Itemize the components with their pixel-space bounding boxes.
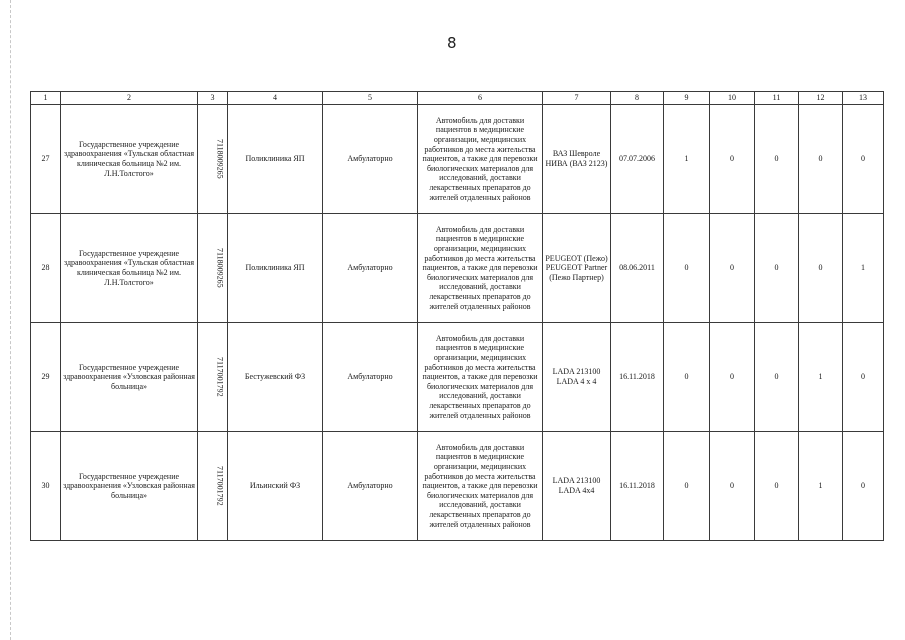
scan-margin-line (10, 0, 11, 640)
count-cell: 0 (755, 214, 799, 323)
registration-date: 08.06.2011 (611, 214, 664, 323)
inn-cell (198, 105, 228, 214)
registration-date: 07.07.2006 (611, 105, 664, 214)
column-header: 6 (418, 92, 543, 105)
column-header: 12 (799, 92, 843, 105)
inn-value: 7118009265 (215, 248, 225, 288)
column-header: 8 (611, 92, 664, 105)
inn-value: 7117001792 (215, 466, 225, 506)
count-cell: 0 (710, 432, 755, 541)
organization-name: Государственное учреждение здравоохранения «Узловская районная больница» (61, 432, 198, 541)
care-condition: Амбулаторно (323, 105, 418, 214)
care-condition: Амбулаторно (323, 323, 418, 432)
column-header: 2 (61, 92, 198, 105)
subdivision-name: Бестужевский ФЗ (228, 323, 323, 432)
count-cell: 0 (799, 214, 843, 323)
registration-date: 16.11.2018 (611, 323, 664, 432)
vehicle-purpose: Автомобиль для доставки пациентов в медицинские организации, медицинских работников до места жительства пациентов, а также для перевозки биологических материалов для исследований, доставки лекарственных препаратов до жителей отдаленных районов (418, 214, 543, 323)
table-row (31, 432, 884, 541)
row-number: 29 (31, 323, 61, 432)
count-cell: 0 (710, 105, 755, 214)
column-header: 10 (710, 92, 755, 105)
vehicle-model: ВАЗ Шевроле НИВА (ВАЗ 2123) (543, 105, 611, 214)
column-header: 11 (755, 92, 799, 105)
column-number-row (31, 92, 884, 105)
count-cell: 0 (755, 432, 799, 541)
inn-cell (198, 214, 228, 323)
subdivision-name: Поликлиника ЯП (228, 105, 323, 214)
registration-date: 16.11.2018 (611, 432, 664, 541)
column-header: 3 (198, 92, 228, 105)
count-cell: 0 (843, 105, 884, 214)
table-row (31, 323, 884, 432)
count-cell: 1 (799, 432, 843, 541)
count-cell: 0 (710, 323, 755, 432)
count-cell: 0 (755, 105, 799, 214)
vehicle-purpose: Автомобиль для доставки пациентов в медицинские организации, медицинских работников до места жительства пациентов, а также для перевозки биологических материалов для исследований, доставки лекарственных препаратов до жителей отдаленных районов (418, 323, 543, 432)
column-header: 7 (543, 92, 611, 105)
row-number: 28 (31, 214, 61, 323)
count-cell: 0 (843, 432, 884, 541)
organization-name: Государственное учреждение здравоохранения «Тульская областная клиническая больница №2 им. Л.Н.Толстого» (61, 105, 198, 214)
column-header: 1 (31, 92, 61, 105)
column-header: 4 (228, 92, 323, 105)
organization-name: Государственное учреждение здравоохранения «Тульская областная клиническая больница №2 им. Л.Н.Толстого» (61, 214, 198, 323)
vehicle-model: LADA 213100 LADA 4x4 (543, 432, 611, 541)
care-condition: Амбулаторно (323, 214, 418, 323)
count-cell: 1 (664, 105, 710, 214)
inn-cell (198, 432, 228, 541)
table-row (31, 105, 884, 214)
care-condition: Амбулаторно (323, 432, 418, 541)
count-cell: 0 (664, 214, 710, 323)
count-cell: 1 (843, 214, 884, 323)
vehicle-purpose: Автомобиль для доставки пациентов в медицинские организации, медицинских работников до места жительства пациентов, а также для перевозки биологических материалов для исследований, доставки лекарственных препаратов до жителей отдаленных районов (418, 105, 543, 214)
count-cell: 0 (664, 432, 710, 541)
row-number: 30 (31, 432, 61, 541)
count-cell: 0 (710, 214, 755, 323)
count-cell: 0 (799, 105, 843, 214)
inn-cell (198, 323, 228, 432)
organization-name: Государственное учреждение здравоохранения «Узловская районная больница» (61, 323, 198, 432)
count-cell: 1 (799, 323, 843, 432)
inn-value: 7118009265 (215, 139, 225, 179)
column-header: 13 (843, 92, 884, 105)
count-cell: 0 (664, 323, 710, 432)
subdivision-name: Ильинский ФЗ (228, 432, 323, 541)
table-row (31, 214, 884, 323)
count-cell: 0 (755, 323, 799, 432)
vehicle-model: PEUGEOT (Пежо) PEUGEOT Partner (Пежо Партнер) (543, 214, 611, 323)
row-number: 27 (31, 105, 61, 214)
vehicle-model: LADA 213100 LADA 4 x 4 (543, 323, 611, 432)
column-header: 5 (323, 92, 418, 105)
vehicle-register-table (30, 91, 884, 541)
column-header: 9 (664, 92, 710, 105)
count-cell: 0 (843, 323, 884, 432)
inn-value: 7117001792 (215, 357, 225, 397)
subdivision-name: Поликлиника ЯП (228, 214, 323, 323)
vehicle-purpose: Автомобиль для доставки пациентов в медицинские организации, медицинских работников до места жительства пациентов, а также для перевозки биологических материалов для исследований, доставки лекарственных препаратов до жителей отдаленных районов (418, 432, 543, 541)
page-number: 8 (447, 34, 457, 52)
